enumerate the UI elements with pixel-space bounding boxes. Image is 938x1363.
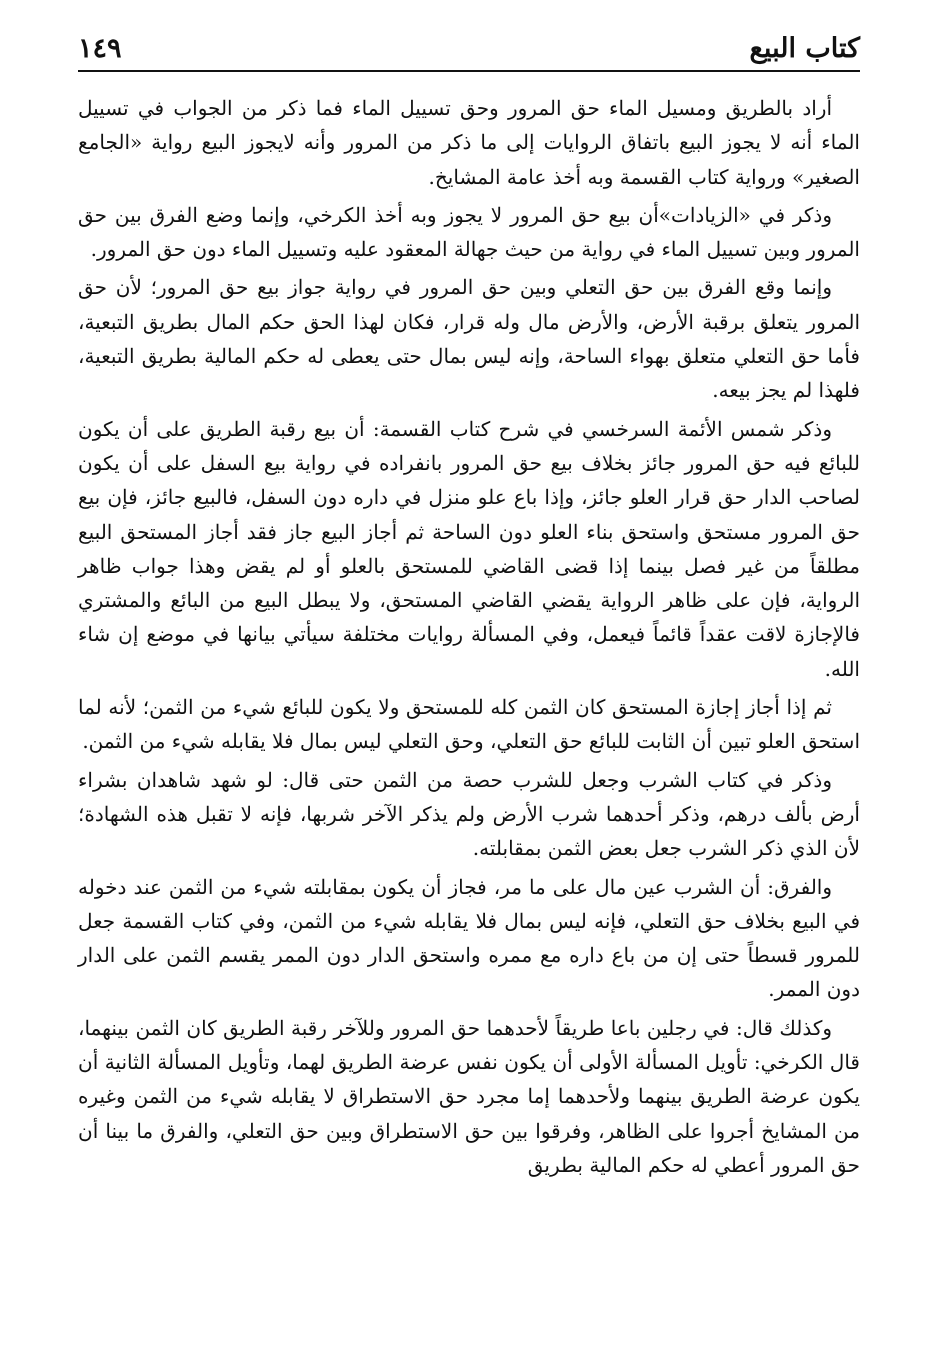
running-title: كتاب البيع bbox=[749, 33, 860, 64]
paragraph-3: وإنما وقع الفرق بين حق التعلي وبين حق المرور في رواية جواز بيع حق المرور؛ لأن حق المرور يتعلق برقبة الأرض، والأرض مال وله قرار، فكان لهذا الحق حكم المال بطريق التبعية، فأما حق التعلي متعلق بهواء الساحة، وإنه ليس بمال حتى يعطى له حكم المالية بطريق التبعية، فلهذا لم يجز بيعه. bbox=[78, 275, 860, 403]
paragraph-8: وكذلك قال: في رجلين باعا طريقاً لأحدهما حق المرور وللآخر رقبة الطريق كان الثمن بينهما، قال الكرخي: تأويل المسألة الأولى أن يكون نفس عرضة الطريق لهما، وتأويل المسألة الثانية أن يكون عرضة الطريق بينهما ولأحدهما إما مجرد حق الاستطراق لا يقابله شيء من الثمن وغيره من المشايخ أجروا على الظاهر، وفرقوا بين حق الاستطراق وبين حق التعلي، والفرق ما بينا أن حق المرور أعطي له حكم المالية بطريق bbox=[78, 1015, 861, 1177]
page-header bbox=[78, 28, 860, 72]
paragraph-2: وذكر في «الزيادات»أن بيع حق المرور لا يجوز وبه أخذ الكرخي، وإنما وضع الفرق بين حق المرور وبين تسييل الماء في رواية من حيث جهالة المعقود عليه وتسييل الماء دون حق المرور. bbox=[78, 202, 860, 262]
paragraph-6: وذكر في كتاب الشرب وجعل للشرب حصة من الثمن حتى قال: لو شهد شاهدان بشراء أرض بألف درهم، وذكر أحدهما شرب الأرض ولم يذكر الآخر شربها، فإنه لا تقبل هذه الشهادة؛ لأن الذي ذكر الشرب جعل بعض الثمن بمقابلته. bbox=[78, 767, 860, 861]
paragraph-7: والفرق: أن الشرب عين مال على ما مر، فجاز أن يكون بمقابلته شيء من الثمن عند دخوله في البيع بخلاف حق التعلي، فإنه ليس بمال فلا يقابله شيء من الثمن، وفي كتاب القسمة جعل للمرور قسطاً حتى إن من باع داره مع ممره واستحق الدار دون الممر يقسم الثمن على الدار دون الممر. bbox=[78, 874, 860, 1002]
paragraph-4: وذكر شمس الأئمة السرخسي في شرح كتاب القسمة: أن بيع رقبة الطريق على أن يكون للبائع فيه حق المرور جائز بخلاف بيع حق المرور بانفراده في رواية بيع السفل على أن يكون لصاحب الدار حق قرار العلو جائز، وإذا باع علو منزل في داره دون السفل، فالبيع جائز، فإن بيع حق المرور مستحق واستحق بناء العلو دون الساحة ثم أجاز البيع جاز فقد أجاز المستحق البيع مطلقاً من غير فصل بينما إذا قضى القاضي للمستحق بالعلو أو لم يقض وهذا جواب ظاهر الرواية، فإن على ظاهر الرواية يقضي القاضي المستحق، ولا يبطل البيع من البائع والمشتري فالإجازة لاقت عقداً قائماً فيعمل، وفي المسألة روايات مختلفة سيأتي بيانها في موضع إن شاء الله. bbox=[78, 416, 860, 681]
paragraph-5: ثم إذا أجاز إجازة المستحق كان الثمن كله للمستحق ولا يكون للبائع شيء من الثمن؛ لأنه لما استحق العلو تبين أن الثابت للبائع حق التعلي، وحق التعلي ليس بمال فلا يقابله شيء من الثمن. bbox=[78, 695, 860, 754]
header-rule bbox=[78, 70, 860, 72]
paragraph-1: أراد بالطريق ومسيل الماء حق المرور وحق تسييل الماء فما ذكر من الجواب في تسييل الماء أنه لا يجوز البيع باتفاق الروايات إلى ما ذكر من المرور وأنه لايجوز البيع رواية «الجامع الصغير» ورواية كتاب القسمة وبه أخذ عامة المشايخ. bbox=[78, 96, 860, 189]
page-number: ١٤٩ bbox=[78, 33, 122, 64]
body-text bbox=[78, 91, 860, 1186]
